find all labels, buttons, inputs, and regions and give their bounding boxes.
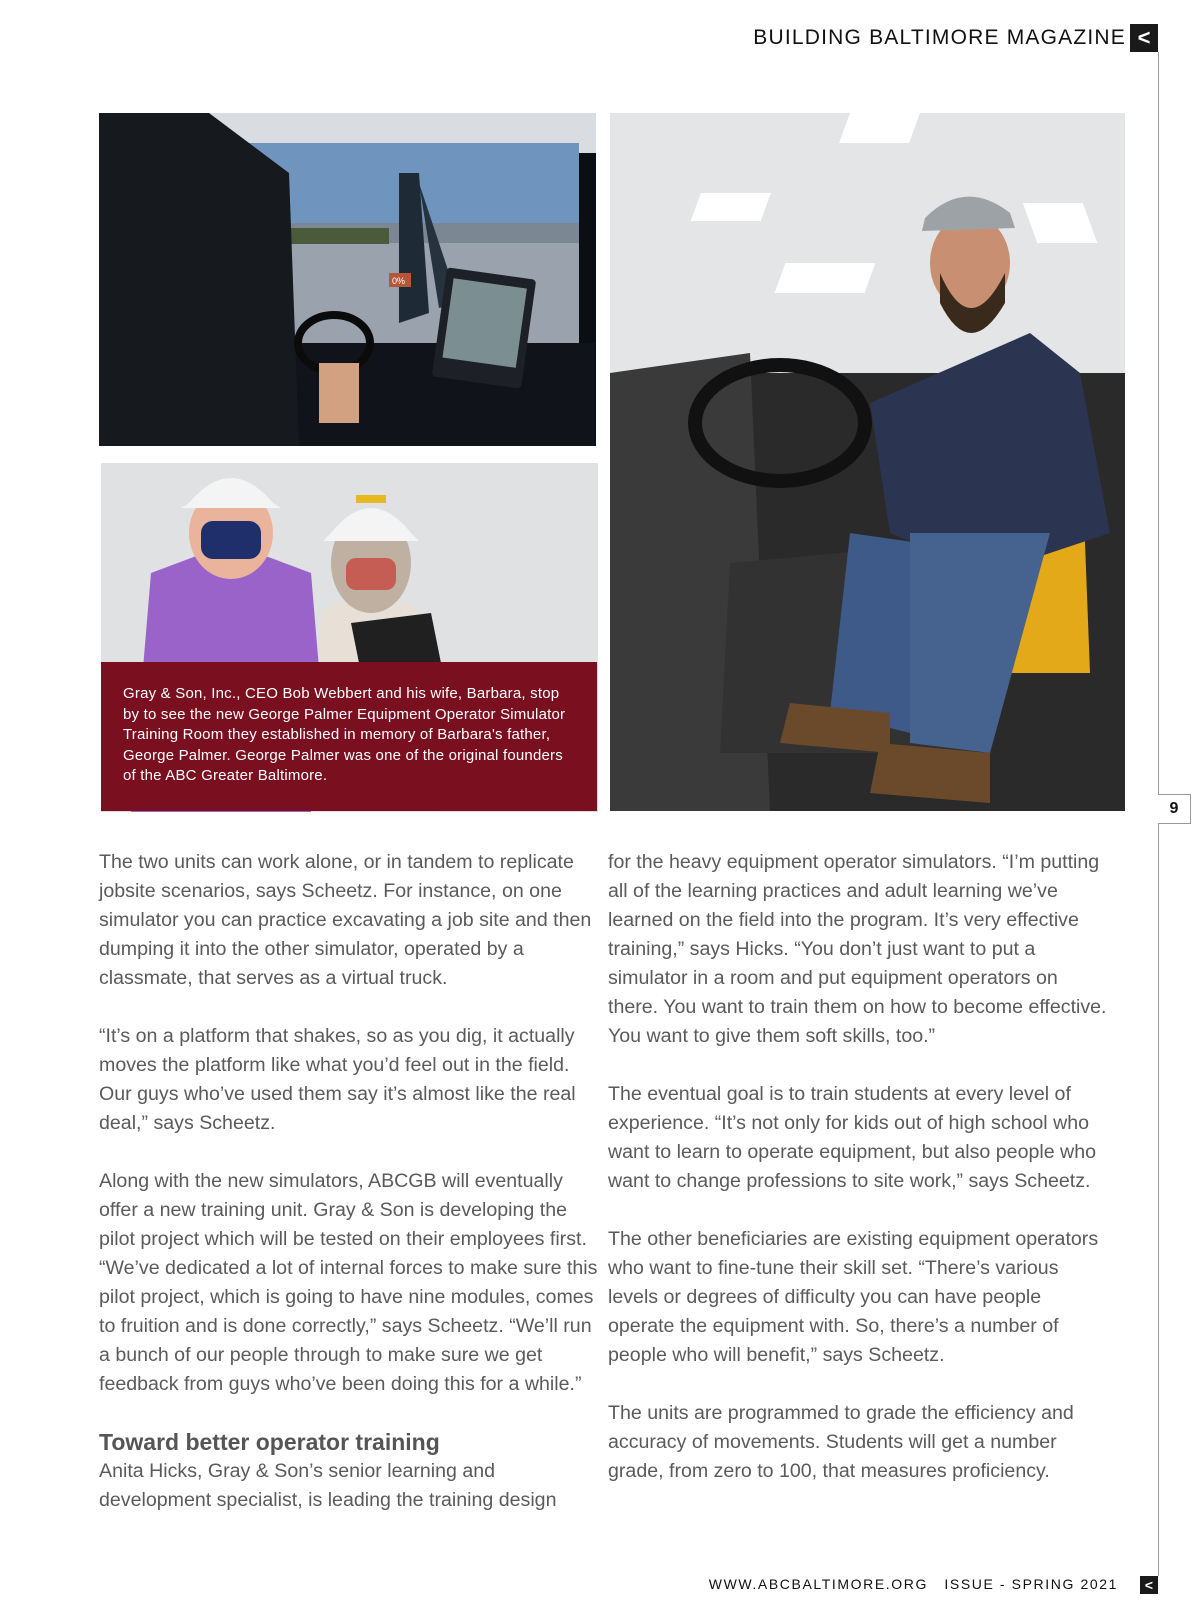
- paragraph: Anita Hicks, Gray & Son’s senior learning and development specialist, is leading the training design: [99, 1460, 557, 1511]
- article-column-left: [99, 848, 599, 1544]
- magazine-title: BUILDING BALTIMORE MAGAZINE: [753, 26, 1126, 49]
- page-number: 9: [1158, 794, 1191, 824]
- paragraph: The two units can work alone, or in tandem to replicate jobsite scenarios, says Scheetz. For instance, on one simulator you can practice excavating a job site and then dumping it into the other simulator, operated by a classmate, that serves as a virtual truck.: [99, 851, 592, 989]
- paragraph: The other beneficiaries are existing equipment operators who want to fine-tune their skill set. “There’s various levels or degrees of difficulty you can have people operate the equipment with. So, there’s a number of people who will benefit,” says Scheetz.: [608, 1228, 1099, 1366]
- footer-issue-info: WWW.ABCBALTIMORE.ORG ISSUE - SPRING 2021: [708, 1576, 1118, 1592]
- operator-simulator-photo: [610, 113, 1125, 811]
- section-heading: Toward better operator training: [99, 1429, 440, 1455]
- back-arrow-icon[interactable]: <: [1130, 24, 1158, 52]
- paragraph: for the heavy equipment operator simulators. “I’m putting all of the learning practices and adult learning we’ve learned on the field into the program. It’s very effective training,” says Hicks. “You don’t just want to put a simulator in a room and put equipment operators on there. You want to train them on how to become effective. You want to give them soft skills, too.”: [608, 851, 1107, 1047]
- simulator-screen-photo: [99, 113, 596, 446]
- paragraph: The units are programmed to grade the efficiency and accuracy of movements. Students will get a number grade, from zero to 100, that measures proficiency.: [608, 1402, 1074, 1482]
- paragraph: Along with the new simulators, ABCGB will eventually offer a new training unit. Gray & Son is developing the pilot project which will be tested on their employees first. “We’ve dedicated a lot of internal forces to make sure this pilot project, which is going to have nine modules, comes to fruition and is done correctly,” says Scheetz. “We’ll run a bunch of our people through to make sure we get feedback from guys who’ve been doing this for a while.”: [99, 1170, 598, 1395]
- back-arrow-icon[interactable]: <: [1140, 1576, 1158, 1594]
- article-column-right: [608, 848, 1108, 1515]
- sim-screen-percent: 0%: [392, 276, 406, 286]
- paragraph: “It’s on a platform that shakes, so as you dig, it actually moves the platform like what you’d feel out in the field. Our guys who’ve used them say it’s almost like the real deal,” says Scheetz.: [99, 1025, 576, 1134]
- paragraph: The eventual goal is to train students at every level of experience. “It’s not only for kids out of high school who want to learn to operate equipment, but also people who want to change professions to site work,” says Scheetz.: [608, 1083, 1096, 1192]
- photo-caption: Gray & Son, Inc., CEO Bob Webbert and his wife, Barbara, stop by to see the new George Palmer Equipment Operator Simulator Training Room they established in memory of Barbara's father, George Palmer. George Palmer was one of the original founders of the ABC Greater Baltimore.: [101, 662, 597, 811]
